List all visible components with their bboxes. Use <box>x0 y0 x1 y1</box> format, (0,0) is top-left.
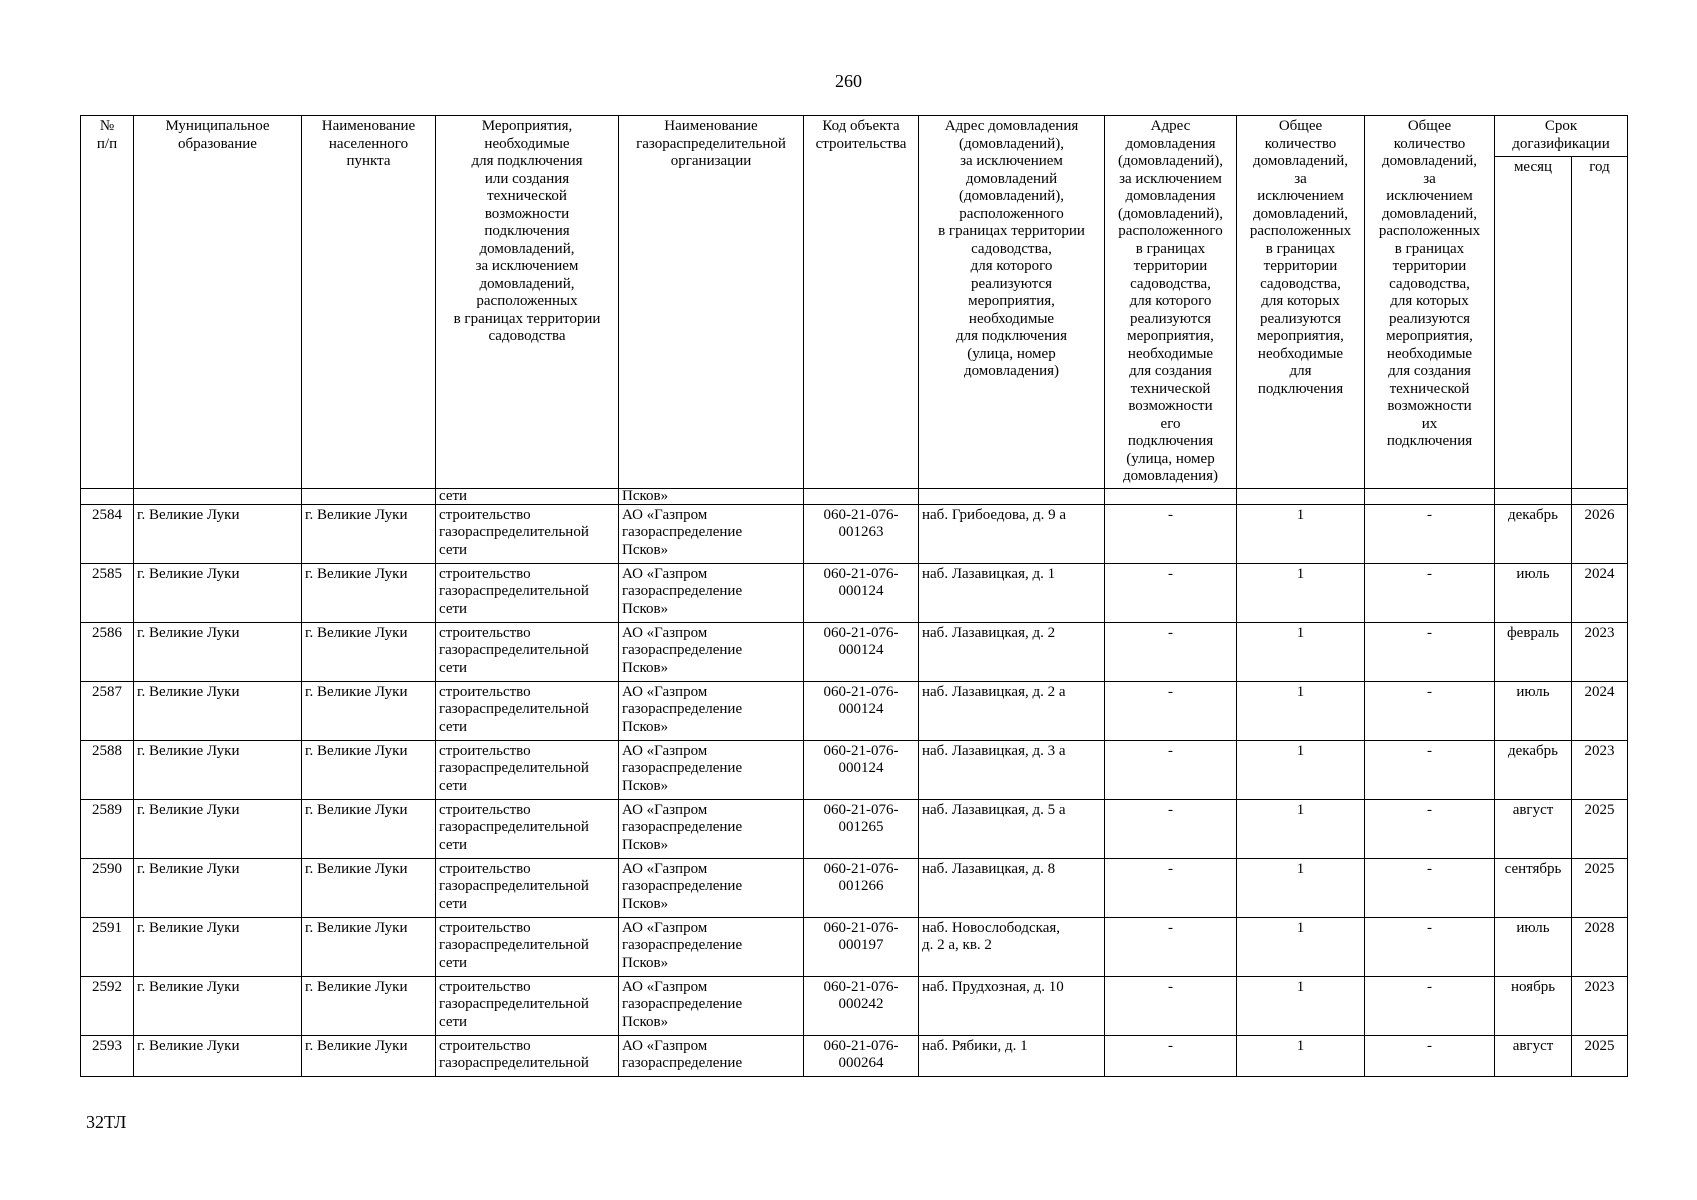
header-municipality: Муниципальное образование <box>134 116 302 489</box>
cell-month: ноябрь <box>1495 976 1572 1035</box>
cell-code: 060-21-076- 000242 <box>804 976 919 1035</box>
cell-gas-org: АО «Газпром газораспределение Псков» <box>619 976 804 1035</box>
cell-year: 2028 <box>1572 917 1628 976</box>
cell-count: 1 <box>1237 1035 1365 1076</box>
cell-measures: строительство газораспределительной сети <box>436 976 619 1035</box>
cell-gas-org: АО «Газпром газораспределение Псков» <box>619 681 804 740</box>
cell-municipality: г. Великие Луки <box>134 740 302 799</box>
cell-municipality: г. Великие Луки <box>134 681 302 740</box>
page-number: 260 <box>835 71 862 91</box>
cell-address-tech: - <box>1105 622 1237 681</box>
cell-year: 2023 <box>1572 740 1628 799</box>
cell-measures: сети <box>436 488 619 504</box>
cell-address-tech: - <box>1105 504 1237 563</box>
cell-address-tech: - <box>1105 681 1237 740</box>
cell-address: наб. Лазавицкая, д. 8 <box>919 858 1105 917</box>
cell-month: июль <box>1495 917 1572 976</box>
cell-month: февраль <box>1495 622 1572 681</box>
cell-gas-org: АО «Газпром газораспределение Псков» <box>619 740 804 799</box>
cell-address: наб. Лазавицкая, д. 2 а <box>919 681 1105 740</box>
cell-measures: строительство газораспределительной сети <box>436 563 619 622</box>
cell-code: 060-21-076- 000264 <box>804 1035 919 1076</box>
cell-count-tech: - <box>1365 622 1495 681</box>
table-row <box>81 858 1628 917</box>
cell-code <box>804 488 919 504</box>
cell-count: 1 <box>1237 917 1365 976</box>
cell-num: 2588 <box>81 740 134 799</box>
cell-gas-org: АО «Газпром газораспределение Псков» <box>619 858 804 917</box>
header-term: Срок догазификации <box>1495 116 1628 157</box>
cell-count-tech: - <box>1365 563 1495 622</box>
cell-count: 1 <box>1237 504 1365 563</box>
cell-address-tech: - <box>1105 917 1237 976</box>
cell-code: 060-21-076- 000124 <box>804 740 919 799</box>
gasification-table-wrap <box>80 115 1627 1077</box>
cell-count-tech: - <box>1365 976 1495 1035</box>
cell-num: 2593 <box>81 1035 134 1076</box>
header-year: год <box>1572 157 1628 489</box>
footer-code: 32ТЛ <box>86 1112 127 1132</box>
cell-settlement: г. Великие Луки <box>302 976 436 1035</box>
cell-year: 2025 <box>1572 858 1628 917</box>
cell-settlement <box>302 488 436 504</box>
cell-count: 1 <box>1237 799 1365 858</box>
cell-municipality: г. Великие Луки <box>134 799 302 858</box>
cell-measures: строительство газораспределительной <box>436 1035 619 1076</box>
cell-count: 1 <box>1237 858 1365 917</box>
gasification-table <box>80 115 1628 1077</box>
header-row-main <box>81 116 1628 157</box>
cell-measures: строительство газораспределительной сети <box>436 917 619 976</box>
cell-count-tech: - <box>1365 681 1495 740</box>
cell-address-tech: - <box>1105 1035 1237 1076</box>
cell-year: 2024 <box>1572 681 1628 740</box>
cell-municipality: г. Великие Луки <box>134 504 302 563</box>
cell-address: наб. Прудхозная, д. 10 <box>919 976 1105 1035</box>
header-measures: Мероприятия, необходимые для подключения или создания технической возможности подключения домовладений, за исключением домовладений, расположенных в границах территории садоводства <box>436 116 619 489</box>
cell-month: август <box>1495 1035 1572 1076</box>
table-row <box>81 740 1628 799</box>
cell-address: наб. Лазавицкая, д. 5 а <box>919 799 1105 858</box>
cell-municipality: г. Великие Луки <box>134 1035 302 1076</box>
cell-year: 2024 <box>1572 563 1628 622</box>
cell-settlement: г. Великие Луки <box>302 917 436 976</box>
cell-measures: строительство газораспределительной сети <box>436 622 619 681</box>
table-row <box>81 1035 1628 1076</box>
cell-settlement: г. Великие Луки <box>302 504 436 563</box>
header-settlement: Наименование населенного пункта <box>302 116 436 489</box>
cell-address: наб. Лазавицкая, д. 2 <box>919 622 1105 681</box>
cell-month: декабрь <box>1495 740 1572 799</box>
cell-month: июль <box>1495 563 1572 622</box>
cell-address: наб. Лазавицкая, д. 1 <box>919 563 1105 622</box>
cell-measures: строительство газораспределительной сети <box>436 504 619 563</box>
header-count-tech: Общее количество домовладений, за исключением домовладений, расположенных в границах территории садоводства, для которых реализуются мероприятия, необходимые для создания технической возможности их подключения <box>1365 116 1495 489</box>
header-address-tech: Адрес домовладения (домовладений), за исключением домовладения (домовладений), расположенного в границах территории садоводства, для которого реализуются мероприятия, необходимые для создания технической возможности его подключения (улица, номер домовладения) <box>1105 116 1237 489</box>
table-row <box>81 504 1628 563</box>
cell-address: наб. Рябики, д. 1 <box>919 1035 1105 1076</box>
cell-year: 2023 <box>1572 622 1628 681</box>
cell-gas-org: АО «Газпром газораспределение Псков» <box>619 622 804 681</box>
cell-address: наб. Грибоедова, д. 9 а <box>919 504 1105 563</box>
header-address-connect: Адрес домовладения (домовладений), за исключением домовладений (домовладений), расположенного в границах территории садоводства, для которого реализуются мероприятия, необходимые для подключения (улица, номер домовладения) <box>919 116 1105 489</box>
cell-address-tech: - <box>1105 799 1237 858</box>
cell-month: июль <box>1495 681 1572 740</box>
cell-address-tech: - <box>1105 563 1237 622</box>
cell-code: 060-21-076- 000124 <box>804 563 919 622</box>
cell-count: 1 <box>1237 622 1365 681</box>
cell-municipality: г. Великие Луки <box>134 917 302 976</box>
cell-count-tech: - <box>1365 1035 1495 1076</box>
cell-address-tech: - <box>1105 976 1237 1035</box>
cell-num <box>81 488 134 504</box>
cell-month: сентябрь <box>1495 858 1572 917</box>
cell-address: наб. Новослободская, д. 2 а, кв. 2 <box>919 917 1105 976</box>
cell-year: 2025 <box>1572 799 1628 858</box>
cell-count: 1 <box>1237 681 1365 740</box>
table-row <box>81 917 1628 976</box>
cell-count-tech: - <box>1365 740 1495 799</box>
cell-address-tech: - <box>1105 858 1237 917</box>
cell-gas-org: АО «Газпром газораспределение Псков» <box>619 799 804 858</box>
cell-count <box>1237 488 1365 504</box>
cell-municipality: г. Великие Луки <box>134 976 302 1035</box>
cell-code: 060-21-076- 001266 <box>804 858 919 917</box>
cell-code: 060-21-076- 001263 <box>804 504 919 563</box>
cell-count-tech: - <box>1365 858 1495 917</box>
header-gas-org: Наименование газораспределительной организации <box>619 116 804 489</box>
cell-count-tech <box>1365 488 1495 504</box>
cell-gas-org: АО «Газпром газораспределение Псков» <box>619 917 804 976</box>
table-row <box>81 563 1628 622</box>
cell-gas-org: Псков» <box>619 488 804 504</box>
cell-settlement: г. Великие Луки <box>302 563 436 622</box>
cell-month: декабрь <box>1495 504 1572 563</box>
cell-measures: строительство газораспределительной сети <box>436 799 619 858</box>
cell-code: 060-21-076- 000124 <box>804 622 919 681</box>
cell-settlement: г. Великие Луки <box>302 858 436 917</box>
cell-code: 060-21-076- 000124 <box>804 681 919 740</box>
cell-num: 2589 <box>81 799 134 858</box>
cell-measures: строительство газораспределительной сети <box>436 740 619 799</box>
cell-settlement: г. Великие Луки <box>302 799 436 858</box>
cell-num: 2585 <box>81 563 134 622</box>
cell-address: наб. Лазавицкая, д. 3 а <box>919 740 1105 799</box>
cell-month: август <box>1495 799 1572 858</box>
cell-municipality: г. Великие Луки <box>134 858 302 917</box>
cell-year: 2025 <box>1572 1035 1628 1076</box>
table-row <box>81 976 1628 1035</box>
cell-municipality: г. Великие Луки <box>134 622 302 681</box>
cell-year <box>1572 488 1628 504</box>
cell-count-tech: - <box>1365 504 1495 563</box>
cell-measures: строительство газораспределительной сети <box>436 681 619 740</box>
table-row <box>81 799 1628 858</box>
table-row <box>81 681 1628 740</box>
cell-municipality: г. Великие Луки <box>134 563 302 622</box>
continuation-row <box>81 488 1628 504</box>
cell-address-tech: - <box>1105 740 1237 799</box>
header-object-code: Код объекта строительства <box>804 116 919 489</box>
cell-count-tech: - <box>1365 917 1495 976</box>
cell-num: 2586 <box>81 622 134 681</box>
cell-count: 1 <box>1237 976 1365 1035</box>
cell-municipality <box>134 488 302 504</box>
cell-code: 060-21-076- 001265 <box>804 799 919 858</box>
table-row <box>81 622 1628 681</box>
cell-count: 1 <box>1237 740 1365 799</box>
cell-settlement: г. Великие Луки <box>302 622 436 681</box>
cell-measures: строительство газораспределительной сети <box>436 858 619 917</box>
cell-count-tech: - <box>1365 799 1495 858</box>
cell-num: 2590 <box>81 858 134 917</box>
cell-settlement: г. Великие Луки <box>302 740 436 799</box>
cell-count: 1 <box>1237 563 1365 622</box>
cell-num: 2591 <box>81 917 134 976</box>
header-num: № п/п <box>81 116 134 489</box>
header-count-connect: Общее количество домовладений, за исключением домовладений, расположенных в границах территории садоводства, для которых реализуются мероприятия, необходимые для подключения <box>1237 116 1365 489</box>
header-month: месяц <box>1495 157 1572 489</box>
cell-month <box>1495 488 1572 504</box>
cell-settlement: г. Великие Луки <box>302 681 436 740</box>
table-body <box>81 488 1628 1076</box>
cell-year: 2026 <box>1572 504 1628 563</box>
cell-gas-org: АО «Газпром газораспределение Псков» <box>619 504 804 563</box>
cell-address <box>919 488 1105 504</box>
cell-year: 2023 <box>1572 976 1628 1035</box>
cell-address-tech <box>1105 488 1237 504</box>
cell-gas-org: АО «Газпром газораспределение Псков» <box>619 563 804 622</box>
cell-num: 2592 <box>81 976 134 1035</box>
cell-num: 2587 <box>81 681 134 740</box>
cell-settlement: г. Великие Луки <box>302 1035 436 1076</box>
cell-gas-org: АО «Газпром газораспределение <box>619 1035 804 1076</box>
cell-num: 2584 <box>81 504 134 563</box>
cell-code: 060-21-076- 000197 <box>804 917 919 976</box>
